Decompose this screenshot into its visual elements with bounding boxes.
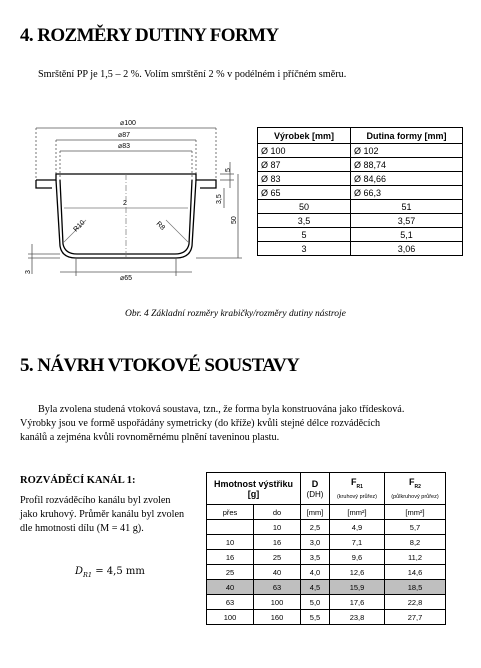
runner-heading: ROZVÁDĚCÍ KANÁL 1: (20, 475, 136, 486)
figure-caption: Obr. 4 Základní rozměry krabičky/rozměry dutiny nástroje (125, 309, 346, 319)
runner-formula (75, 566, 145, 579)
unit-fr2: [mm²] (385, 505, 446, 520)
unit-to: do (254, 505, 301, 520)
table-row-highlighted: 40 63 4,5 15,9 18,5 (207, 580, 446, 595)
table-cell: 50 (258, 200, 351, 214)
dim-r10-label: R10 (72, 219, 87, 234)
table-row: 25 40 4,0 12,6 14,6 (207, 565, 446, 580)
table-cell: 5 (258, 228, 351, 242)
dim-r8-label: R8 (154, 220, 166, 232)
unit-from: přes (207, 505, 254, 520)
table-cell: 5,1 (351, 228, 463, 242)
unit-d: [mm] (301, 505, 330, 520)
table-cell: Ø 102 (351, 144, 463, 158)
table-row: 10 16 3,0 7,1 8,2 (207, 535, 446, 550)
unit-fr1: [mm²] (330, 505, 385, 520)
formula-symbol: D (75, 566, 84, 577)
table-row (258, 200, 463, 214)
dim-83-label: ⌀83 (118, 143, 131, 150)
fr2-header: $F_{R2}$ (půlkruhový průřez) (385, 473, 446, 505)
runner-text-line-3: dle hmotnosti dílu (M = 41 g). (20, 523, 144, 534)
table-cell: Ø 100 (258, 144, 351, 158)
dim-3-5-label: 3,5 (216, 194, 223, 204)
runner-text-line-2: jako kruhový. Průměr kanálu byl zvolen (20, 509, 185, 520)
section-4-title: 4. ROZMĚRY DUTINY FORMY (20, 25, 279, 46)
dim-2-label: 2 (123, 200, 127, 207)
box-dimension-drawing (20, 112, 250, 287)
table-row (258, 144, 463, 158)
table-row (258, 228, 463, 242)
table-cell: 51 (351, 200, 463, 214)
table-cell: Ø 65 (258, 186, 351, 200)
table-cell: 3,57 (351, 214, 463, 228)
table-cell: Ø 66,3 (351, 186, 463, 200)
dim-table-header-product: Výrobek [mm] (258, 128, 351, 144)
table-row: 63 100 5,0 17,6 22,8 (207, 595, 446, 610)
dim-100-label: ⌀100 (120, 120, 136, 127)
mass-header: Hmotnost výstřiku [g] (207, 473, 301, 505)
dim-50-label: 50 (231, 216, 238, 224)
dim-5-label: 5 (225, 168, 232, 172)
table-row: 10 2,5 4,9 5,7 (207, 520, 446, 535)
table-row (258, 214, 463, 228)
table-row (258, 158, 463, 172)
table-cell: 3,5 (258, 214, 351, 228)
section-5-para-line-1: Byla zvolena studená vtoková soustava, tzn., že forma byla konstruována jako třídesková. (38, 404, 405, 415)
table-row (258, 242, 463, 256)
dim-65-label: ⌀65 (120, 275, 133, 282)
table-cell: 3 (258, 242, 351, 256)
table-cell: Ø 87 (258, 158, 351, 172)
d-header: D (DH) (301, 473, 330, 505)
formula-value: = 4,5 mm (92, 566, 145, 577)
section-5-para-line-2: Výrobky jsou ve formě uspořádány symetricky (do kříže) kvůli stejné délce rozváděcích (20, 418, 381, 429)
table-row: 100 160 5,5 23,8 27,7 (207, 610, 446, 625)
formula-subscript: R1 (83, 571, 93, 579)
table-cell: Ø 84,66 (351, 172, 463, 186)
section-5-title: 5. NÁVRH VTOKOVÉ SOUSTAVY (20, 355, 300, 376)
table-row: 16 25 3,5 9,6 11,2 (207, 550, 446, 565)
table-row (258, 172, 463, 186)
dimension-table (257, 127, 463, 256)
table-cell: Ø 88,74 (351, 158, 463, 172)
dim-87-label: ⌀87 (118, 132, 131, 139)
table-cell: 3,06 (351, 242, 463, 256)
runner-size-table (206, 472, 446, 625)
table-row (258, 186, 463, 200)
dim-table-header-cavity: Dutina formy [mm] (351, 128, 463, 144)
section-4-intro: Smrštění PP je 1,5 – 2 %. Volím smrštění 2 % v podélném i příčném směru. (38, 69, 347, 80)
runner-text-line-1: Profil rozváděcího kanálu byl zvolen (20, 495, 171, 506)
section-5-para-line-3: kanálů a zejména kvůli rovnoměrnému plnění taveninou plastu. (20, 432, 280, 443)
table-cell: Ø 83 (258, 172, 351, 186)
dim-3-label: 3 (25, 270, 32, 274)
fr1-header: $F_{R1}$ (kruhový průřez) (330, 473, 385, 505)
